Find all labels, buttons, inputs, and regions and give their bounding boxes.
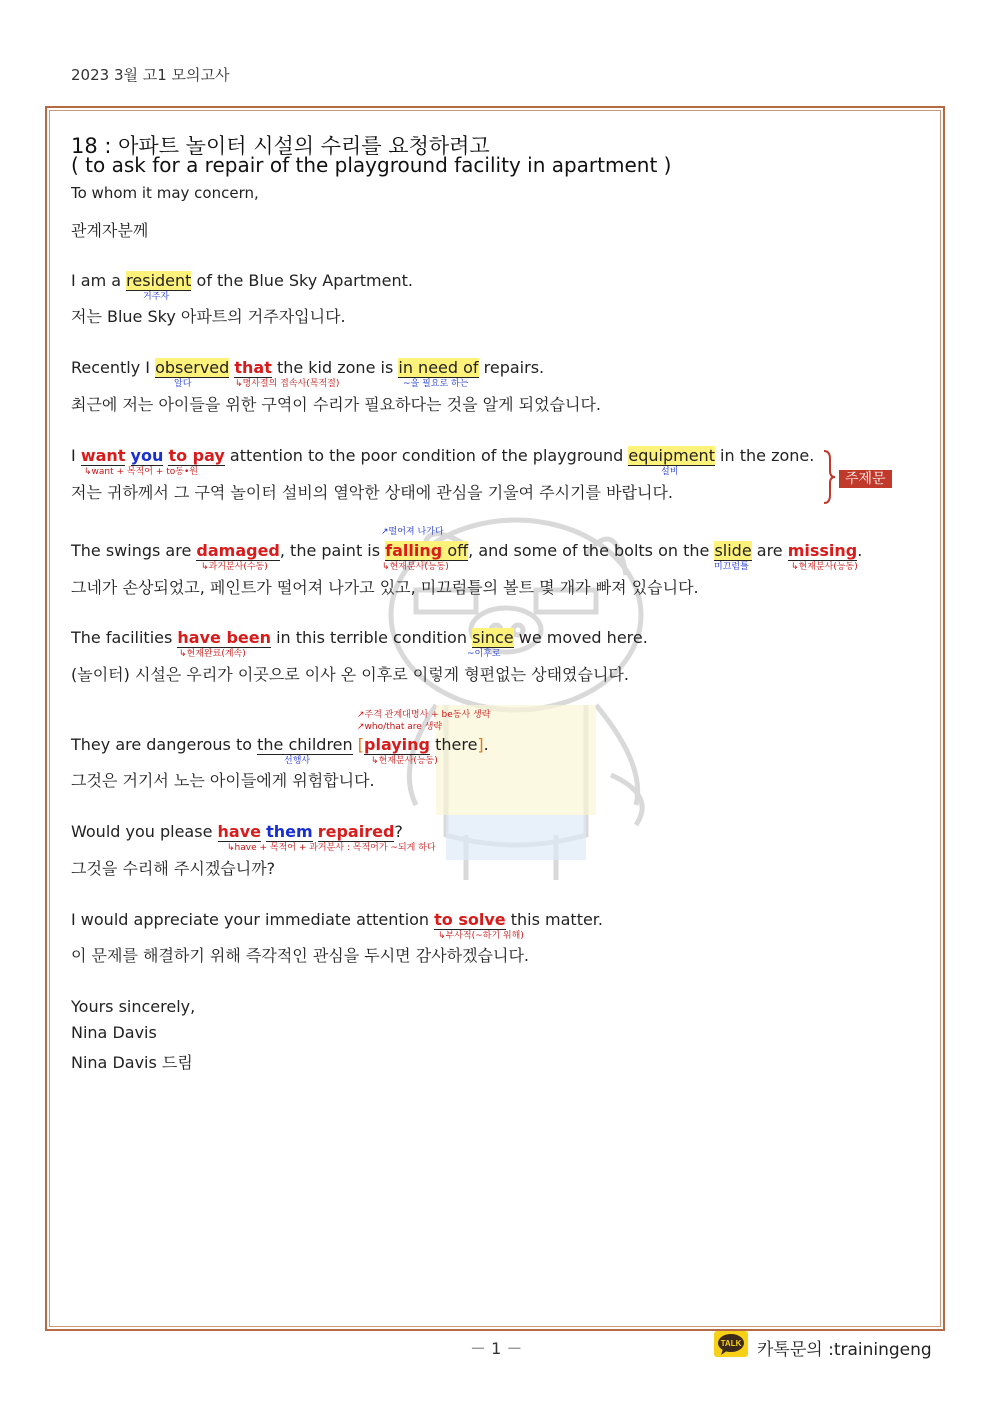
note-who-that: ↗who/that are 생략 [357,722,443,732]
text: , and some of the bolts on the [468,541,715,560]
note-resident: 거주자 [143,292,170,302]
grammar-to-solve: to solve [434,910,506,929]
note-that: ↳명사절의 접속사(목적절) [235,379,340,389]
note-have-causative: ↳have + 목적어 + 과거분사 : 목적어가 ~되게 하다 [227,843,436,853]
theme-sentence-tag: 주제문 [839,470,892,488]
signature-name-korean: Nina Davis 드림 [71,1053,193,1072]
text: I [71,446,81,465]
talk-label: TALK [720,1339,742,1348]
text: repairs. [478,358,545,377]
sentence-4-english [71,541,862,560]
kakaotalk-icon [714,1331,748,1357]
bracket-open: [ [357,735,364,754]
vocab-equipment: equipment [628,446,715,465]
sentence-7-english [71,822,403,841]
note-damaged: ↳과거분사(수동) [201,562,268,572]
sentence-7-korean: 그것을 수리해 주시겠습니까? [71,859,276,878]
page-number: － 1 － [470,1339,523,1358]
grammar-want: want [80,446,126,465]
closing-sincerely: Yours sincerely, [71,997,196,1016]
note-want: ↳want + 목적어 + to동•원 [84,467,198,477]
text: in the zone. [714,446,815,465]
grammar-you: you [130,446,164,465]
note-missing: ↳현재분사(능동) [791,562,858,572]
theme-brace-icon [822,449,836,505]
text: in this terrible condition [271,628,473,647]
note-since: ~이후로 [467,649,501,659]
sentence-8-english [71,910,603,929]
text: of the Blue Sky Apartment. [191,271,413,290]
text: The swings are [71,541,197,560]
text: the kid zone is [271,358,399,377]
sentence-1-korean: 저는 Blue Sky 아파트의 거주자입니다. [71,307,346,326]
note-children: 선행사 [284,756,311,766]
grammar-missing: missing [787,541,858,560]
text: are [751,541,788,560]
text: They are dangerous to [71,735,258,754]
note-in-need-of: ~을 필요로 하는 [403,379,469,389]
grammar-have-been: have been [177,628,271,647]
vocab-the-children: the children [257,735,353,754]
sentence-2-english [71,358,544,377]
note-falling-off-meaning: ↗떨어져 나가다 [381,527,444,537]
note-falling: ↳현재분사(능동) [382,562,449,572]
grammar-to-pay: to pay [168,446,225,465]
vocab-off: off [442,541,469,560]
note-relative-pronoun: ↗주격 관계대명사 + be동사 생략 [357,710,491,720]
text: . [857,541,863,560]
text: attention to the poor condition of the playground [224,446,629,465]
note-playing: ↳현재분사(능동) [371,756,438,766]
grammar-falling: falling [385,541,443,560]
kakao-contact: 카톡문의 :trainingeng [757,1340,932,1360]
vocab-in-need-of: in need of [398,358,479,377]
signature-name: Nina Davis [71,1023,157,1042]
grammar-them: them [266,822,313,841]
sentence-1-english [71,271,413,290]
note-to-solve: ↳부사적(~하기 위해) [438,931,524,941]
text: I am a [71,271,127,290]
sentence-4-korean: 그네가 손상되었고, 페인트가 떨어져 나가고 있고, 미끄럼틀의 볼트 몇 개가 빠져 있습니다. [71,578,699,597]
bracket-close: ] [477,735,484,754]
vocab-resident: resident [126,271,192,290]
sentence-8-korean: 이 문제를 해결하기 위해 즉각적인 관심을 두시면 감사하겠습니다. [71,946,530,965]
title-korean: 18 : 아파트 놀이터 시설의 수리를 요청하려고 [71,134,490,158]
grammar-playing: playing [364,735,430,754]
text: this matter. [505,910,603,929]
note-equipment: 설비 [661,467,679,477]
grammar-damaged: damaged [196,541,280,560]
note-have-been: ↳현재완료(계속) [179,649,246,659]
text: , the paint is [279,541,386,560]
text: . [483,735,489,754]
sentence-6-korean: 그것은 거기서 노는 아이들에게 위험합니다. [71,771,375,790]
text: ? [394,822,403,841]
text: Would you please [71,822,218,841]
sentence-3-korean: 저는 귀하께서 그 구역 놀이터 설비의 열악한 상태에 관심을 기울여 주시기를 바랍니다. [71,483,673,502]
sentence-5-korean: (놀이터) 시설은 우리가 이곳으로 이사 온 이후로 이렇게 형편없는 상태였습니다. [71,665,629,684]
grammar-that: that [234,358,272,377]
text: there [430,735,478,754]
greeting-korean: 관계자분께 [71,221,149,240]
text: The facilities [71,628,178,647]
note-slide: 미끄럼틀 [714,562,749,572]
greeting-english: To whom it may concern, [71,184,259,202]
sentence-2-korean: 최근에 저는 아이들을 위한 구역이 수리가 필요하다는 것을 알게 되었습니다. [71,395,601,414]
note-observed: 알다 [174,379,192,389]
exam-header: 2023 3월 고1 모의고사 [71,66,230,84]
grammar-repaired: repaired [317,822,395,841]
sentence-6-english [71,735,489,754]
text: I would appreciate your immediate attention [71,910,435,929]
text: Recently I [71,358,156,377]
title-english: ( to ask for a repair of the playground facility in apartment ) [71,153,672,177]
vocab-observed: observed [155,358,230,377]
vocab-since: since [472,628,514,647]
vocab-slide: slide [714,541,752,560]
sentence-3-english [71,446,814,465]
text: we moved here. [513,628,648,647]
sentence-5-english [71,628,648,647]
grammar-have: have [217,822,261,841]
